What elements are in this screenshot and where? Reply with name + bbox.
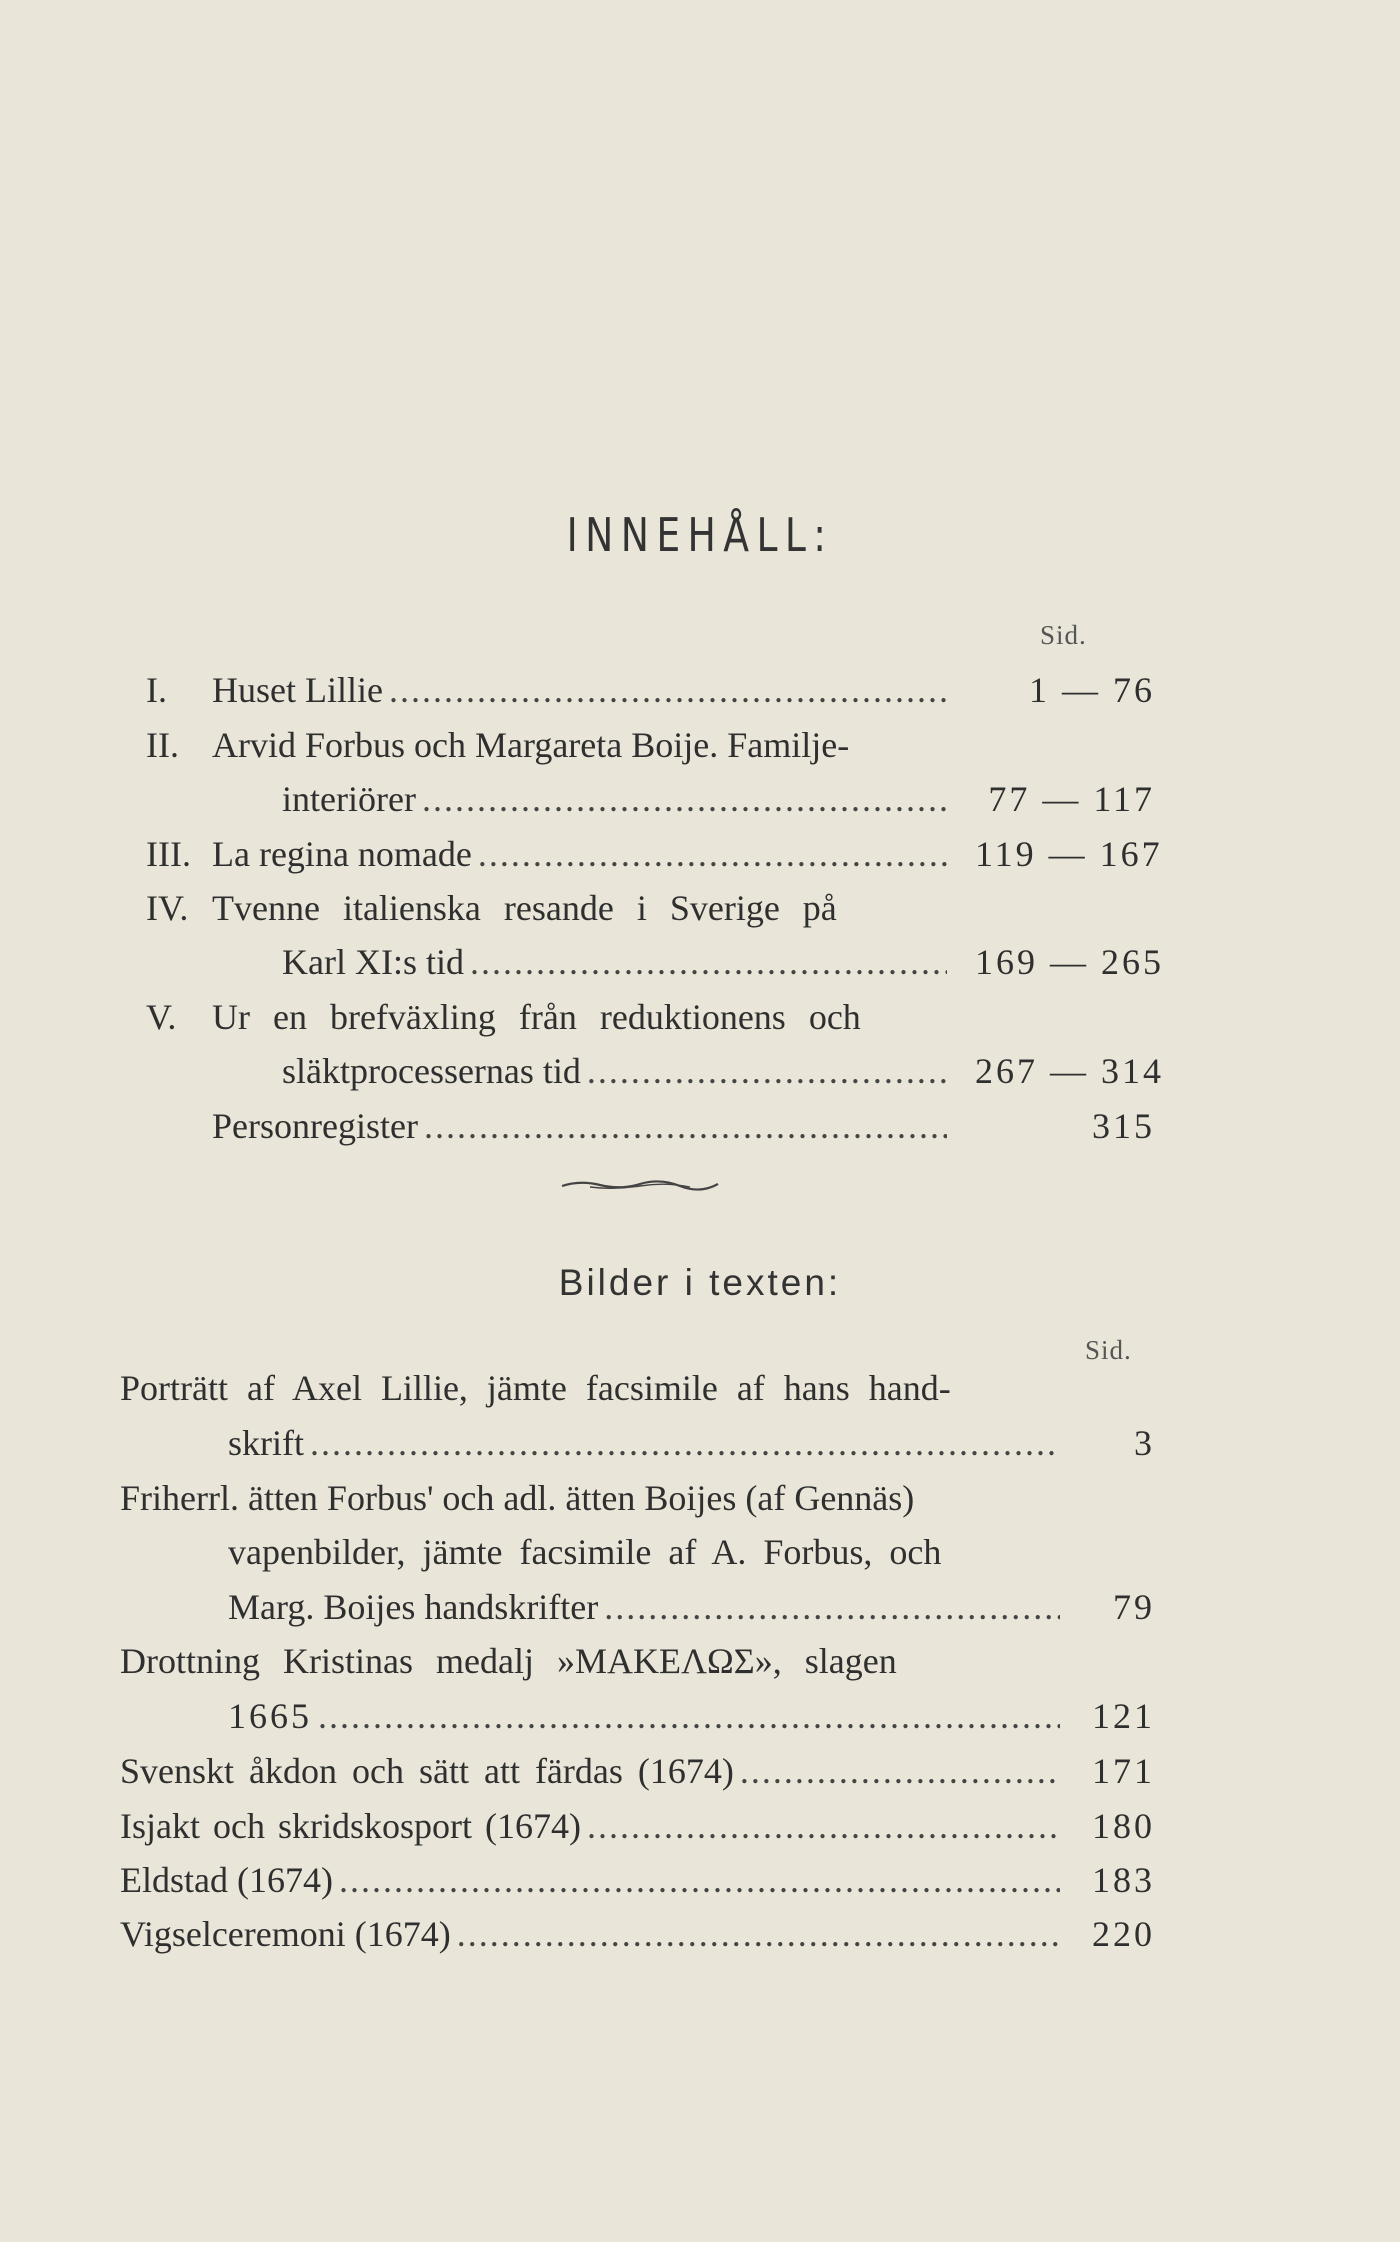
- entry-number: III.: [146, 834, 191, 874]
- entry-title-line: Tvenne italienska resande i Sverige på: [212, 888, 837, 928]
- leader-dots: [587, 1051, 947, 1091]
- contents-sid-label: Sid.: [1040, 620, 1087, 650]
- entry-title-line: Huset Lillie .....: [212, 670, 947, 710]
- leader-dots: [422, 779, 947, 819]
- leader-dots: [470, 942, 947, 982]
- entry-page: 121: [1092, 1696, 1155, 1736]
- entry-title-line: Arvid Forbus och Margareta Boije. Familje-: [212, 725, 850, 765]
- entry-title-line: Drottning Kristinas medalj »ΜΑΚΕΛΩΣ», slagen: [120, 1641, 897, 1681]
- entry-pages: 169 — 265: [975, 942, 1164, 982]
- ornament-divider: [560, 1178, 720, 1192]
- entry-title-line: Friherrl. ätten Forbus' och adl. ätten Boijes (af Gennäs): [120, 1478, 915, 1518]
- illustrations-sid-label: Sid.: [1085, 1335, 1132, 1365]
- leader-dots: [478, 834, 947, 874]
- entry-number: IV.: [146, 888, 189, 928]
- entry-title-line: Vigselceremoni (1674) .....: [120, 1914, 1060, 1954]
- leader-dots: [424, 1106, 947, 1146]
- entry-number: V.: [146, 997, 177, 1037]
- leader-dots: [740, 1751, 1060, 1791]
- entry-pages: 1 — 76: [1029, 670, 1155, 710]
- entry-page: 171: [1092, 1751, 1155, 1791]
- leader-dots: [310, 1423, 1060, 1463]
- entry-page: 183: [1092, 1860, 1155, 1900]
- entry-pages: 267 — 314: [975, 1051, 1164, 1091]
- entry-title-line: släktprocessernas tid .....: [282, 1051, 947, 1091]
- entry-pages: 315: [1092, 1106, 1155, 1146]
- leader-dots: [457, 1914, 1060, 1954]
- entry-title-line: Ur en brefväxling från reduktionens och: [212, 997, 861, 1037]
- entry-title-line: skrift .....: [228, 1423, 1060, 1463]
- entry-page: 180: [1092, 1806, 1155, 1846]
- entry-title-line: vapenbilder, jämte facsimile af A. Forbus, och: [228, 1532, 942, 1572]
- leader-dots: [587, 1806, 1060, 1846]
- entry-page: 79: [1113, 1587, 1155, 1627]
- leader-dots: [604, 1587, 1060, 1627]
- entry-title-line: Karl XI:s tid .....: [282, 942, 947, 982]
- entry-title-line: Eldstad (1674) .....: [120, 1860, 1060, 1900]
- entry-pages: 77 — 117: [988, 779, 1155, 819]
- entry-page: 3: [1134, 1423, 1155, 1463]
- entry-title-line: 1665 .....: [228, 1696, 1060, 1736]
- entry-title-line: Porträtt af Axel Lillie, jämte facsimile af hans hand-: [120, 1368, 951, 1408]
- page-title: INNEHÅLL:: [566, 508, 834, 562]
- entry-pages: 119 — 167: [975, 834, 1163, 874]
- entry-title-line: Svenskt åkdon och sätt att färdas (1674) .....: [120, 1751, 1060, 1791]
- entry-title-line: Isjakt och skridskosport (1674) .....: [120, 1806, 1060, 1846]
- illustrations-title: Bilder i texten:: [558, 1262, 842, 1303]
- leader-dots: [389, 670, 947, 710]
- entry-title-line: Marg. Boijes handskrifter .....: [228, 1587, 1060, 1627]
- entry-number: I.: [146, 670, 167, 710]
- entry-title-line: Personregister .....: [212, 1106, 947, 1146]
- entry-page: 220: [1092, 1914, 1155, 1954]
- leader-dots: [339, 1860, 1060, 1900]
- leader-dots: [318, 1696, 1060, 1736]
- entry-number: II.: [146, 725, 179, 765]
- entry-title-line: La regina nomade .....: [212, 834, 947, 874]
- entry-title-line: interiörer .....: [282, 779, 947, 819]
